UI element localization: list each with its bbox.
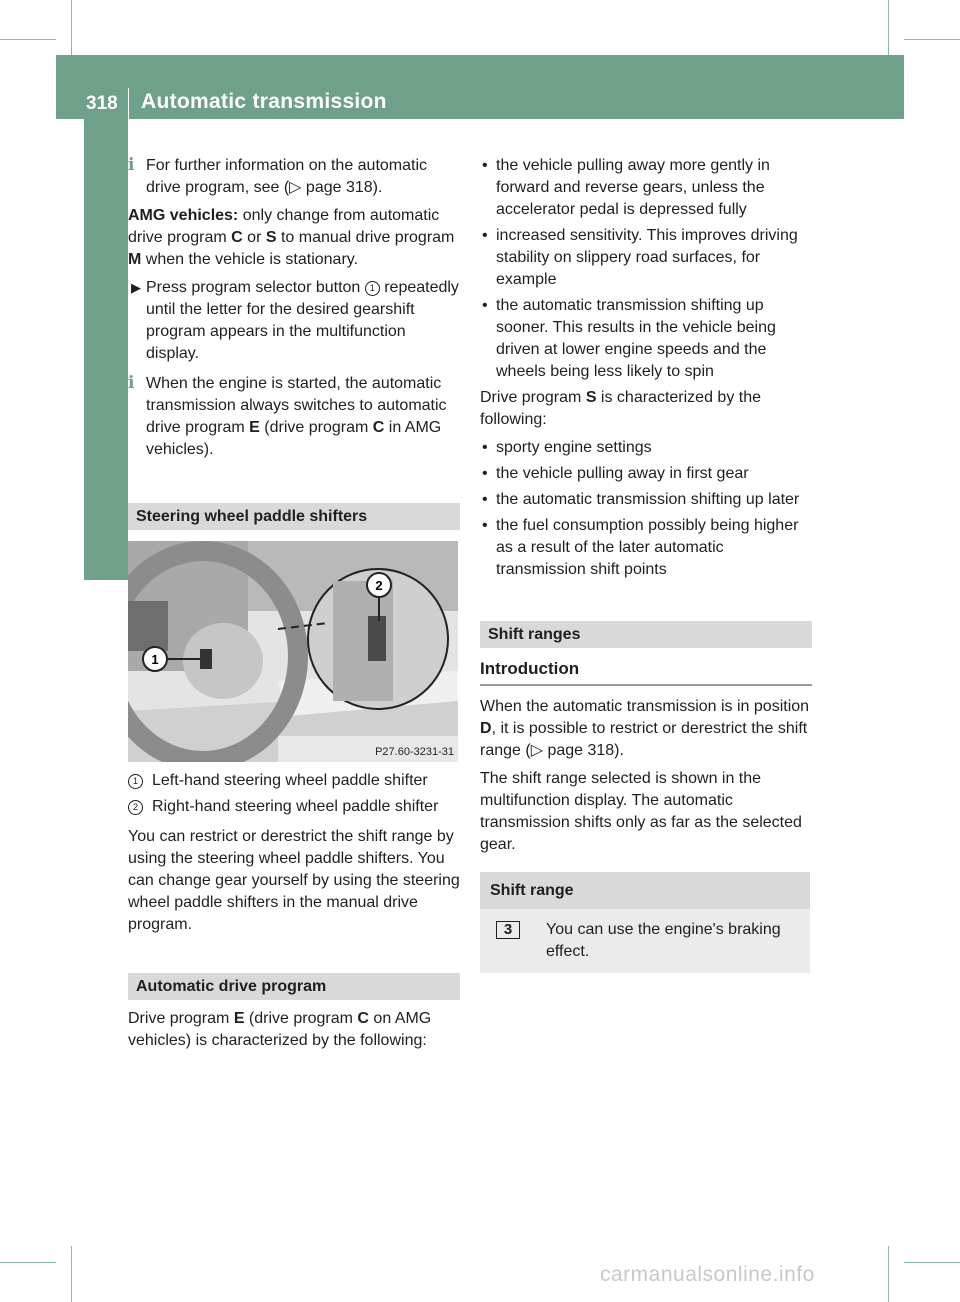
legend-text: Left-hand steering wheel paddle shifter [152,772,428,789]
text: Drive program [128,1010,234,1027]
gear-cell [480,909,536,973]
text: When the automatic transmission is in position [480,698,810,715]
bullet: • [482,465,488,482]
amg-paragraph [128,205,460,271]
text: repeatedly until the letter for the desired gearshift program appears in the multifunction display. [146,279,459,362]
description-cell: You can use the engine's braking effect. [536,909,810,973]
shift-range-table [480,872,810,973]
crop-mark [904,1262,960,1263]
program-letter: M [128,251,142,268]
program-letter: C [357,1010,369,1027]
text: only change from automatic drive program [128,207,440,246]
dashboard-illustration [128,541,458,762]
table-header: Shift range [480,872,810,909]
gear-3-icon: 3 [496,921,520,939]
paragraph [480,387,812,431]
legend-text: Right-hand steering wheel paddle shifter [152,798,439,815]
program-letter: E [249,419,260,436]
program-letter: E [233,1010,245,1027]
text: , it is possible to restrict or derestrict the shift range (▷ page 318). [480,720,808,759]
callout-marker: 1 [365,281,380,296]
callout-1: 1 [151,652,159,667]
text: (drive program [259,419,373,436]
steering-wheel-figure [128,541,458,762]
list-item [480,437,812,459]
list-item [480,463,812,485]
crop-mark [0,39,56,40]
legend-item [128,796,460,818]
text: When the engine is started, the automatic transmission always switches to automatic drive program [146,375,447,436]
legend-item [128,770,460,792]
text: sporty engine settings [496,439,652,456]
paragraph: The shift range selected is shown in the multifunction display. The automatic transmission shifts only as far as the selected gear. [480,770,802,853]
figure-code: P27.60-3231-31 [375,746,454,758]
info-note [128,373,460,461]
text: in AMG vehicles). [146,419,442,458]
instruction-step [128,277,460,365]
text: when the vehicle is stationary. [141,251,359,268]
bullet: • [482,297,488,314]
table-row [480,909,810,973]
bullet: • [482,491,488,508]
list-item [480,225,812,291]
text: the automatic transmission shifting up sooner. This results in the vehicle being driven at lower engine speeds and the wheels being less likely to spin [496,297,776,380]
text: is characterized by the following: [480,389,762,428]
info-text: For further information on the automatic drive program, see (▷ page 318). [146,157,428,196]
list-item [480,515,812,581]
bullet: • [482,439,488,456]
info-icon: i [128,373,135,393]
crop-mark [888,0,889,55]
section-heading: Automatic drive program [128,973,460,1000]
list-item [480,155,812,221]
page-number: 318 [86,93,118,114]
page-title: Automatic transmission [141,90,387,113]
crop-mark [0,1262,56,1263]
crop-mark [71,1246,72,1302]
info-note [128,155,460,199]
amg-label: AMG vehicles: [128,207,239,224]
text: (drive program [244,1010,358,1027]
program-letter: S [265,229,277,246]
text: to manual drive program [276,229,455,246]
arrow-right-icon: ▶ [131,280,141,295]
text: Drive program [480,389,586,406]
side-section-label: Driving and parking [88,262,114,478]
program-letter: D [480,720,492,737]
text: on AMG vehicles) is characterized by the following: [128,1010,432,1049]
right-column [480,155,812,973]
crop-mark [71,0,72,55]
program-letter: C [372,419,385,436]
text: the automatic transmission shifting up later [496,491,800,508]
info-icon: i [128,155,135,175]
text: the fuel consumption possibly being higher as a result of the later automatic transmission shift points [496,517,799,578]
section-heading: Steering wheel paddle shifters [128,503,460,530]
watermark: carmanualsonline.info [600,1263,815,1286]
crop-mark [888,1246,889,1302]
text: or [242,229,266,246]
text: increased sensitivity. This improves driving stability on slippery road surfaces, for example [496,227,798,288]
program-letter: C [231,229,243,246]
paragraph: You can restrict or derestrict the shift range by using the steering wheel paddle shifters. You can change gear yourself by using the steering wheel paddle shifters in the manual drive program. [128,828,460,933]
list-item [480,489,812,511]
list-item [480,295,812,383]
section-heading: Shift ranges [480,621,812,648]
callout-marker: 2 [128,800,143,815]
text: the vehicle pulling away in first gear [496,465,749,482]
bullet: • [482,227,488,244]
text: the vehicle pulling away more gently in forward and reverse gears, unless the accelerator pedal is depressed fully [496,157,770,218]
callout-marker: 1 [128,774,143,789]
paragraph [480,696,812,762]
crop-mark [904,39,960,40]
paragraph [128,1008,460,1052]
text: Press program selector button [146,279,365,296]
callout-2: 2 [375,578,383,593]
program-letter: S [585,389,597,406]
bullet: • [482,517,488,534]
header-divider [128,88,129,119]
bullet: • [482,157,488,174]
subheading: Introduction [480,658,812,686]
left-column [128,155,460,1058]
